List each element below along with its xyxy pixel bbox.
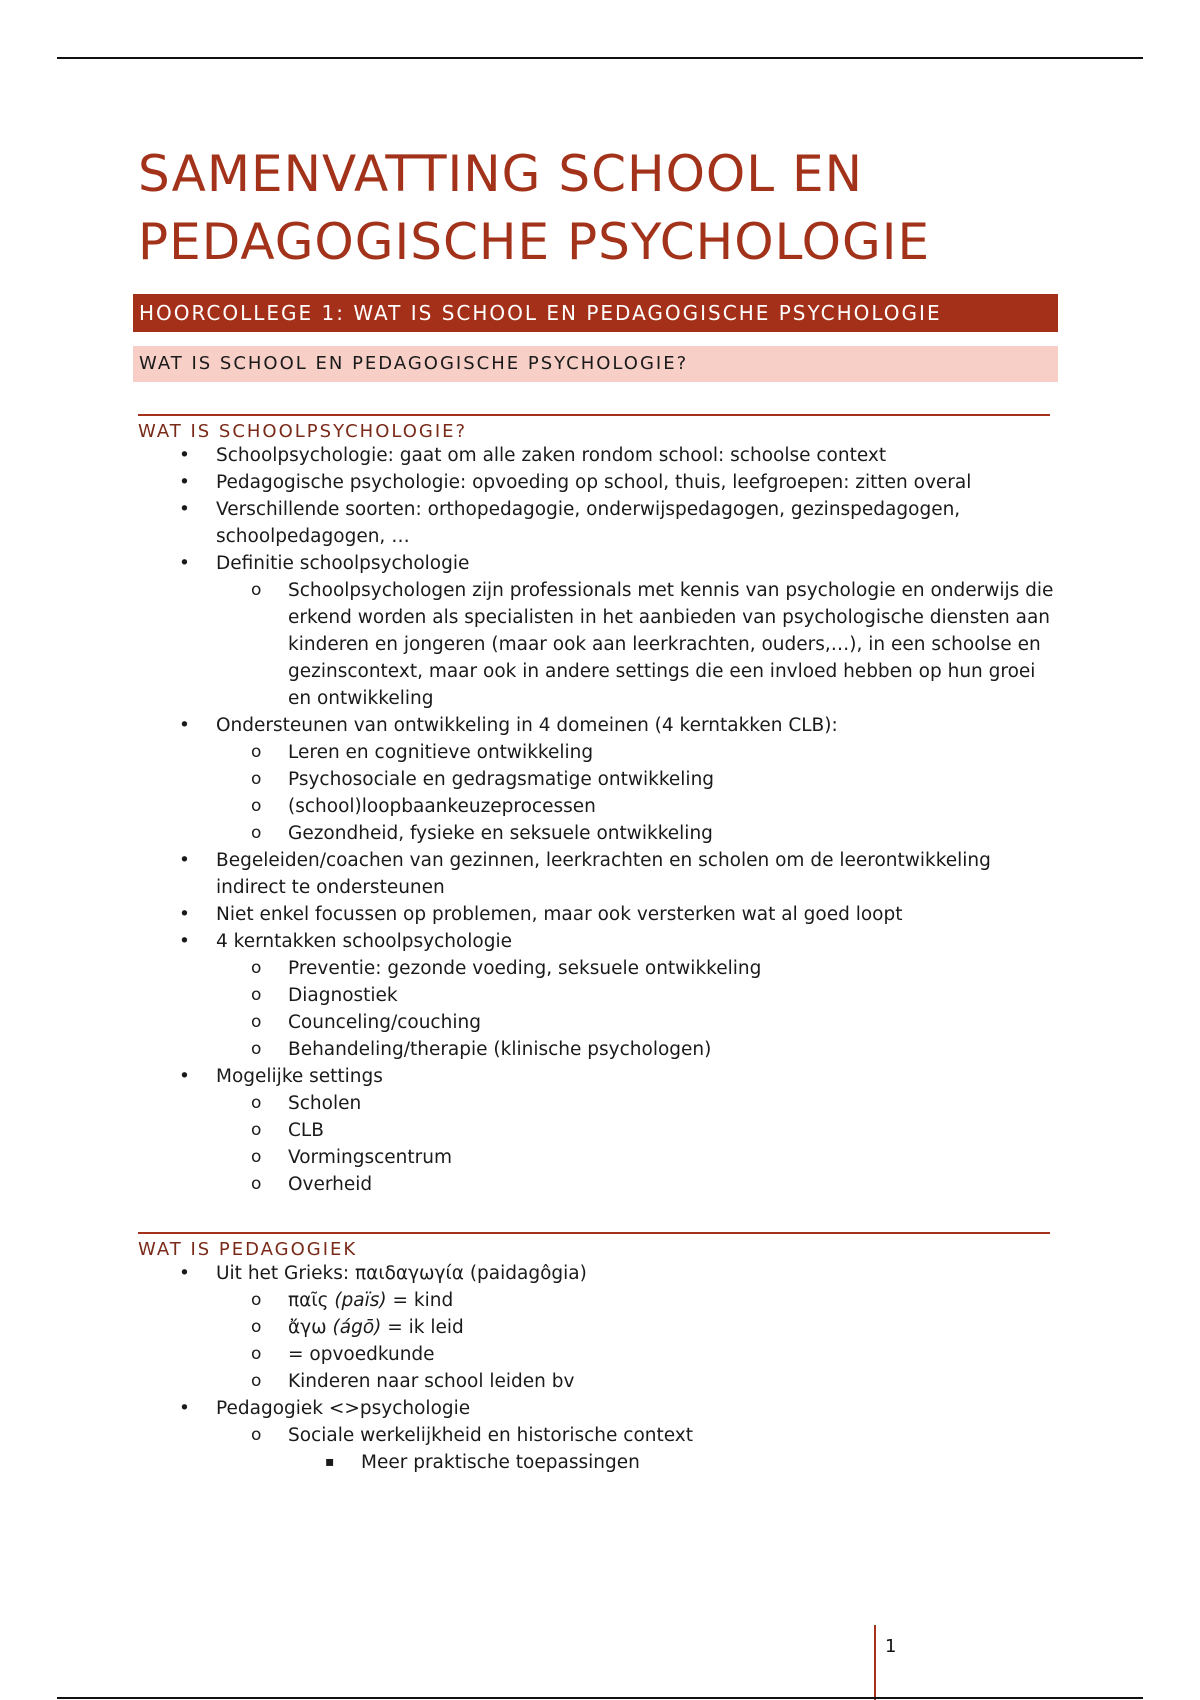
- list-item: • Ondersteunen van ontwikkeling in 4 domeinen (4 kerntakken CLB): o Leren en cognitieve ontwikkeling o Psychosociale en gedragsmatige ontwikkeling o (school)loopbaankeuzeprocessen o Gezondheid, fysieke en seksuele ontwikkeling: [138, 712, 1058, 847]
- sub-sub-list: [288, 1449, 1058, 1476]
- list-item: • Pedagogiek <>psychologie o Sociale werkelijkheid en historische context ▪ Meer praktische toepassingen: [138, 1395, 1058, 1476]
- list-item: • 4 kerntakken schoolpsychologie o Preventie: gezonde voeding, seksuele ontwikkeling o Diagnostiek o Counceling/couching o Behandeling/therapie (klinische psychologen): [138, 928, 1058, 1063]
- sub-list-item: o = opvoedkunde: [215, 1341, 1058, 1368]
- sub-list: [216, 577, 1058, 712]
- section-heading-schoolpsychologie: WAT IS SCHOOLPSYCHOLOGIE?: [138, 414, 1050, 442]
- sub-list-item: o Psychosociale en gedragsmatige ontwikkeling: [215, 766, 1058, 793]
- title-line-1: SAMENVATTING SCHOOL EN: [138, 145, 864, 203]
- list-item: • Verschillende soorten: orthopedagogie, onderwijspedagogen, gezinspedagogen, schoolpedagogen, …: [138, 496, 1058, 550]
- sub-list-item: o Sociale werkelijkheid en historische context ▪ Meer praktische toepassingen: [215, 1422, 1058, 1476]
- sub-list-item: o Behandeling/therapie (klinische psychologen): [215, 1036, 1058, 1063]
- document-title: [138, 140, 1058, 276]
- sub-list-item: o Scholen: [215, 1090, 1058, 1117]
- sub-sub-list-item: ▪ Meer praktische toepassingen: [216, 1449, 1058, 1476]
- document-body: [138, 140, 1058, 1476]
- sub-list-item: o Leren en cognitieve ontwikkeling: [215, 739, 1058, 766]
- heading-1-bar: HOORCOLLEGE 1: WAT IS SCHOOL EN PEDAGOGISCHE PSYCHOLOGIE: [133, 294, 1058, 332]
- sub-list-item: o Vormingscentrum: [215, 1144, 1058, 1171]
- list-item: • Pedagogische psychologie: opvoeding op school, thuis, leefgroepen: zitten overal: [138, 469, 1058, 496]
- page-number: 1: [885, 1636, 897, 1657]
- sub-list-item: o Kinderen naar school leiden bv: [215, 1368, 1058, 1395]
- title-line-2: PEDAGOGISCHE PSYCHOLOGIE: [138, 213, 931, 271]
- sub-list-item: o CLB: [215, 1117, 1058, 1144]
- sub-list: [216, 1090, 1058, 1198]
- section-1-list: [138, 442, 1058, 1198]
- list-item: • Definitie schoolpsychologie o Schoolpsychologen zijn professionals met kennis van psychologie en onderwijs die erkend worden als specialisten in het aanbieden van psychologische diensten aan kinderen en jongeren (maar ook aan leerkrachten, ouders,…), in een schoolse en gezinscontext, maar ook in andere settings die een invloed hebben op hun groei en ontwikkeling: [138, 550, 1058, 712]
- sub-list-item: o ἄγω (ágō) = ik leid: [215, 1314, 1058, 1341]
- sub-list: [216, 955, 1058, 1063]
- sub-list: [216, 1422, 1058, 1476]
- sub-list-item: o Counceling/couching: [215, 1009, 1058, 1036]
- bottom-rule: [57, 1697, 1143, 1699]
- sub-list: [216, 1287, 1058, 1395]
- list-item: • Uit het Grieks: παιδαγωγία (paidagôgia) o παῖς (païs) = kind o ἄγω (ágō) = ik leid o = opvoedkunde o Kinderen naar school leiden bv: [138, 1260, 1058, 1395]
- sub-list: [216, 739, 1058, 847]
- heading-2-bar: WAT IS SCHOOL EN PEDAGOGISCHE PSYCHOLOGIE?: [133, 346, 1058, 382]
- list-item: • Niet enkel focussen op problemen, maar ook versterken wat al goed loopt: [138, 901, 1058, 928]
- sub-list-item: o παῖς (païs) = kind: [215, 1287, 1058, 1314]
- list-item: • Mogelijke settings o Scholen o CLB o Vormingscentrum o Overheid: [138, 1063, 1058, 1198]
- sub-list-item: o Diagnostiek: [215, 982, 1058, 1009]
- top-rule: [57, 57, 1143, 59]
- sub-list-item: o (school)loopbaankeuzeprocessen: [215, 793, 1058, 820]
- sub-list-item: o Preventie: gezonde voeding, seksuele ontwikkeling: [215, 955, 1058, 982]
- page-number-divider: [874, 1625, 876, 1700]
- list-item: • Begeleiden/coachen van gezinnen, leerkrachten en scholen om de leerontwikkeling indirect te ondersteunen: [138, 847, 1058, 901]
- section-2-list: [138, 1260, 1058, 1476]
- section-heading-pedagogiek: WAT IS PEDAGOGIEK: [138, 1232, 1050, 1260]
- list-item: • Schoolpsychologie: gaat om alle zaken rondom school: schoolse context: [138, 442, 1058, 469]
- sub-list-item: o Overheid: [215, 1171, 1058, 1198]
- sub-list-item: o Gezondheid, fysieke en seksuele ontwikkeling: [215, 820, 1058, 847]
- sub-list-item: o Schoolpsychologen zijn professionals met kennis van psychologie en onderwijs die erkend worden als specialisten in het aanbieden van psychologische diensten aan kinderen en jongeren (maar ook aan leerkrachten, ouders,…), in een schoolse en gezinscontext, maar ook in andere settings die een invloed hebben op hun groei en ontwikkeling: [215, 577, 1058, 712]
